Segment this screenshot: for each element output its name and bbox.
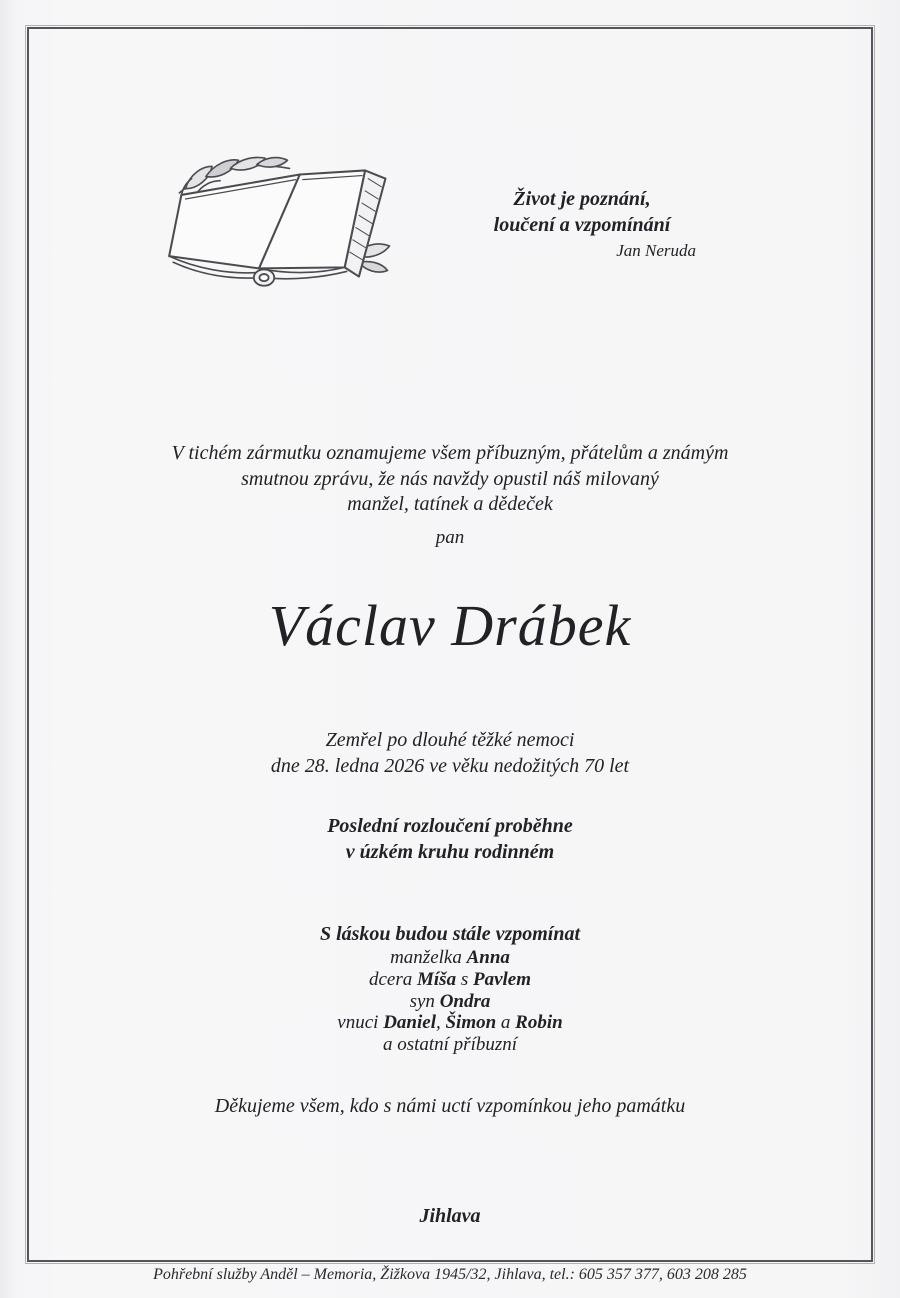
farewell-notice — [0, 813, 900, 865]
mourner-line-wife — [0, 947, 900, 969]
grandchildren-label: vnuci — [337, 1012, 379, 1034]
deceased-name: Václav Drábek — [268, 593, 632, 658]
mourners-closing: a ostatní příbuzní — [382, 1034, 518, 1056]
announcement-paragraph — [0, 441, 900, 518]
mourner-line-grandchildren — [0, 1012, 900, 1034]
honorific: pan — [435, 527, 465, 548]
daughter-name: Míša — [417, 968, 457, 990]
announcement-line-3: manžel, tatínek a dědeček — [347, 493, 553, 515]
son-in-law-name: Pavlem — [472, 968, 532, 990]
mourner-line-daughter — [0, 969, 900, 991]
announcement-line-2: smutnou zprávu, že nás navždy opustil náš milovaný — [241, 467, 659, 490]
grandchild-separator: , — [435, 1012, 441, 1034]
mourner-line-son — [0, 991, 900, 1013]
quote-attribution: Jan Neruda — [616, 241, 696, 260]
death-info-line-2: dne 28. ledna 2026 ve věku nedožitých 70 let — [270, 754, 630, 777]
book-clasp — [254, 269, 274, 285]
mourners-heading: S láskou budou stále vzpomínat — [319, 923, 581, 945]
open-book-icon — [165, 148, 410, 298]
son-name: Ondra — [439, 990, 491, 1012]
death-info-line-1: Zemřel po dlouhé těžké nemoci — [325, 729, 575, 751]
grandchild-2-name: Šimon — [445, 1012, 497, 1034]
announcement-line-1: V tichém zármutku oznamujeme všem příbuzným, přátelům a známým — [171, 442, 729, 464]
farewell-line-2: v úzkém kruhu rodinném — [345, 841, 555, 863]
funeral-service-footer: Pohřební služby Anděl – Memoria, Žižkova 1945/32, Jihlava, tel.: 605 357 377, 603 208 285 — [153, 1266, 747, 1283]
city-name: Jihlava — [419, 1205, 481, 1227]
grandchild-conjunction: a — [500, 1012, 511, 1034]
wife-label: manželka — [390, 947, 462, 968]
wife-name: Anna — [466, 947, 510, 968]
farewell-line-1: Poslední rozloučení proběhne — [327, 815, 573, 837]
mourners-section — [0, 922, 900, 1056]
son-label: syn — [409, 990, 435, 1012]
quote-line-1: Život je poznání, — [513, 188, 651, 210]
grandchild-1-name: Daniel — [383, 1012, 436, 1034]
quote-block — [458, 186, 706, 261]
thanks-line: Děkujeme všem, kdo s námi uctí vzpomínkou jeho památku — [214, 1095, 686, 1117]
quote-line-2: loučení a vzpomínání — [493, 214, 671, 236]
grandchild-3-name: Robin — [515, 1012, 563, 1034]
daughter-conjunction: s — [460, 968, 469, 990]
death-info — [0, 728, 900, 779]
daughter-label: dcera — [368, 968, 413, 990]
